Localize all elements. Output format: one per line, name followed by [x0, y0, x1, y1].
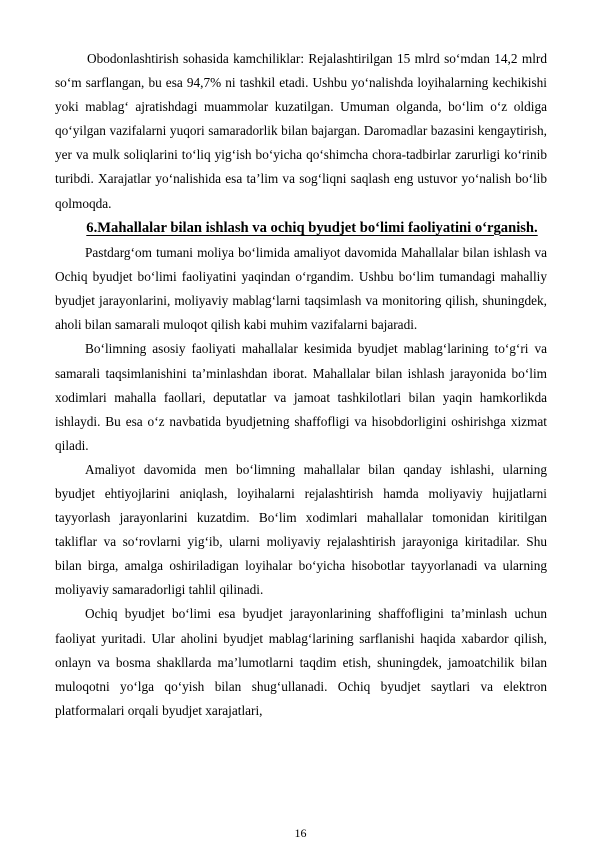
paragraph-3: Amaliyot davomida men bo‘limning mahallalar bilan qanday ishlashi, ularning byudjet ehtiyojlarini aniqlash, loyihalarni rejalashtirish hamda moliyaviy hujjatlarni tayyorlash jarayonlarini kuzatdim. Bo‘lim xodimlari mahallalar tomonidan kiritilgan takliflar va so‘rovlarni yig‘ib, ularni moliyaviy rejalashtirish jarayoniga kiritadilar. Shu bilan birga, amalga oshiriladigan loyihalar bo‘yicha hisobotlar tayyorlanadi va ularning moliyaviy samaradorligi tahlil qilinadi. — [55, 461, 547, 598]
paragraph-1: Pastdarg‘om tumani moliya bo‘limida amaliyot davomida Mahallalar bilan ishlash va Ochiq byudjet bo‘limi faoliyatini yaqindan o‘rgandim. Ushbu bo‘lim tumandagi mahalliy byudjet jarayonlarini, moliyaviy mablag‘larni taqsimlash va monitoring qilish, shuningdek, aholi bilan samarali muloqot qilish kabi muhim vazifalarni bajaradi. — [55, 245, 547, 333]
section-heading-text: 6.Mahallalar bilan ishlash va ochiq byudjet bo‘limi faoliyatini o‘rganish. — [86, 219, 538, 236]
paragraph-4: Ochiq byudjet bo‘limi esa byudjet jarayonlarining shaffofligini ta’minlash uchun faoliyat yuritadi. Ular aholini byudjet mablag‘larining sarflanishi haqida xabardor qilish, onlayn va bosma shakllarda ma’lumotlarni taqdim etish, shuningdek, jamoatchilik bilan muloqotni yo‘lga qo‘yish bilan shug‘ullanadi. Ochiq byudjet saytlari va elektron platformalari orqali byudjet xarajatlari, — [55, 606, 547, 718]
page-number: 16 — [294, 826, 307, 840]
section-heading — [55, 216, 547, 241]
paragraph-intro: Obodonlashtirish sohasida kamchiliklar: Rejalashtirilgan 15 mlrd so‘mdan 14,2 mlrd so‘m sarflangan, bu esa 94,7% ni tashkil etadi. Ushbu yo‘nalishda loyihalarning kechikishi yoki mablag‘ ajratishdagi muammolar kuzatilgan. Umuman olganda, bo‘lim o‘z oldiga qo‘yilgan vazifalarni yuqori samaradorlik bilan bajargan. Daromadlar bazasini kengaytirish, yer va mulk soliqlarini to‘liq yig‘ish bo‘yicha qo‘shimcha chora-tadbirlar zarurligi ko‘rinib turibdi. Xarajatlar yo‘nalishida esa ta’lim va sog‘liqni saqlash eng ustuvor yo‘nalish bo‘lib qolmoqda. — [55, 51, 547, 211]
paragraph-2: Bo‘limning asosiy faoliyati mahallalar kesimida byudjet mablag‘larining to‘g‘ri va samarali taqsimlanishini ta’minlashdan iborat. Mahallalar bilan ishlash jarayonida bo‘lim xodimlari mahalla faollari, deputatlar va jamoat tashkilotlari bilan yaqin hamkorlikda ishlaydi. Bu esa o‘z navbatida byudjetning shaffofligi va hisobdorligini oshirishga xizmat qiladi. — [55, 341, 547, 453]
document-page — [55, 47, 547, 723]
